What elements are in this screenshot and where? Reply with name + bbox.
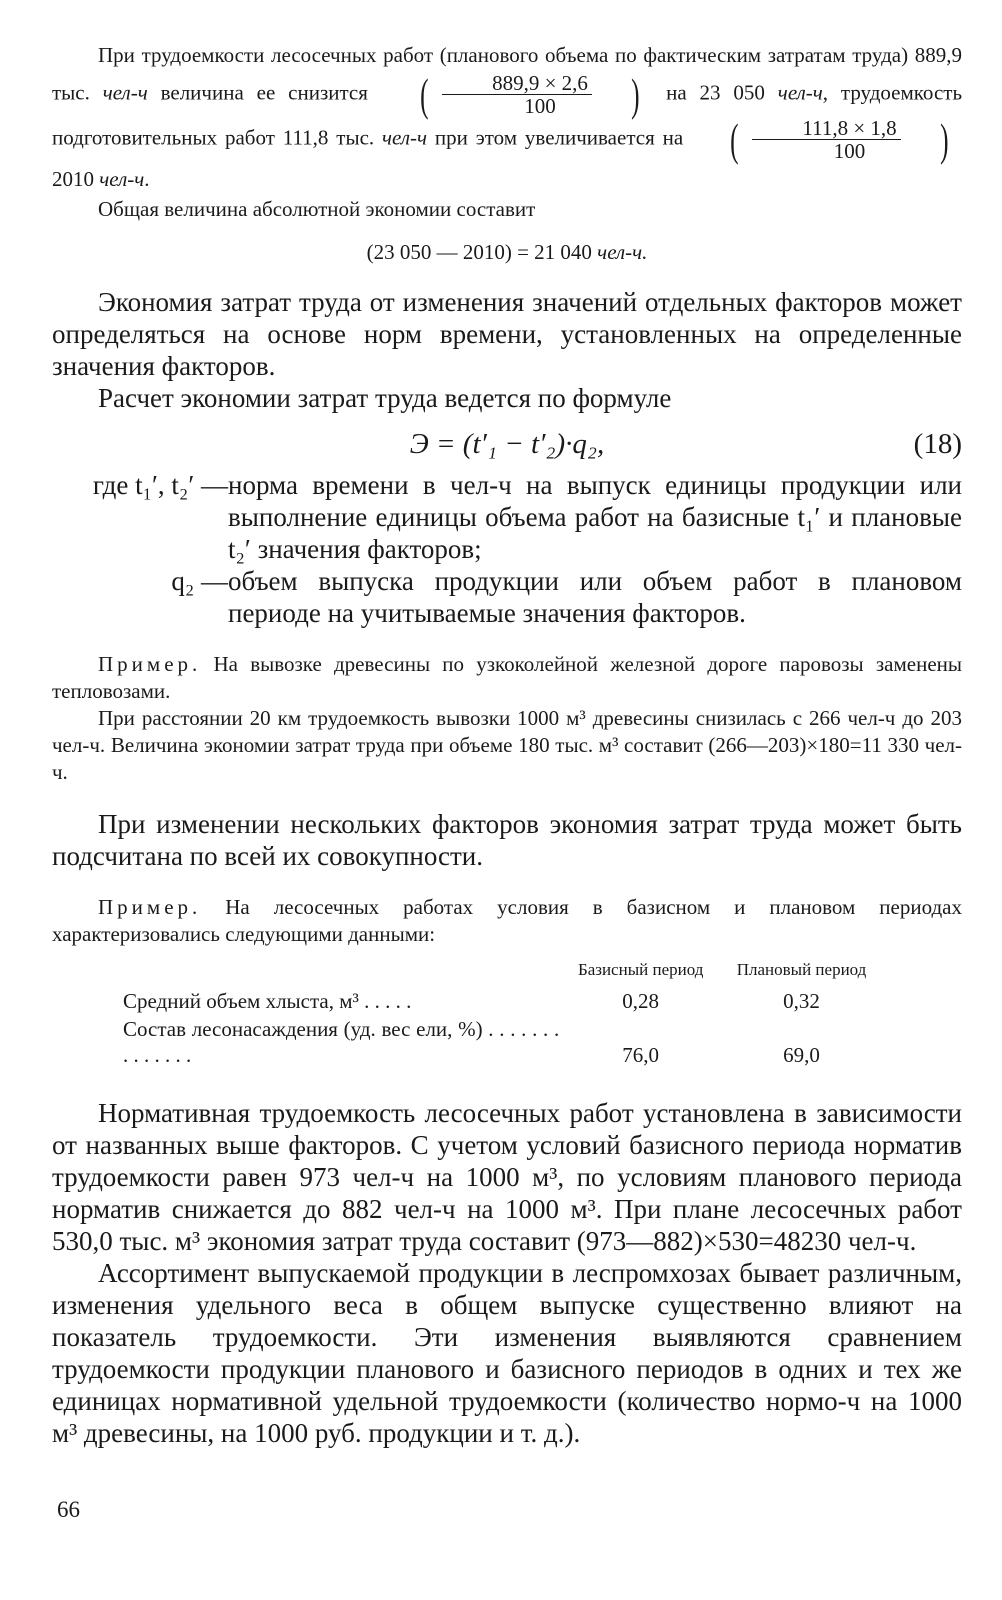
example-2	[52, 894, 962, 948]
unit-label: чел-ч	[102, 80, 148, 105]
definition-term: где t₁′, t₂′ —	[92, 470, 228, 500]
formula-expression: Э = (t′₁ − t′₂)·q₂,	[409, 428, 605, 460]
formula-definitions	[52, 469, 962, 629]
unit-label: чел-ч	[777, 80, 823, 105]
formula-18	[52, 428, 962, 461]
text-run: При трудоемкости лесосечных работ (планового объема по фактическим затратам труда) 889,9 тыс.	[52, 43, 962, 105]
table-cell-label: Состав лесонасаждения (уд. вес ели, %) . . . . . . . . . . . . . .	[123, 1017, 560, 1067]
paragraph-labor-intensity	[52, 38, 962, 196]
fraction-numerator: 889,9 × 2,6	[442, 72, 592, 95]
paragraph-several-factors: При изменении нескольких факторов экономия затрат труда может быть подсчитана по всей их совокупности.	[52, 809, 962, 871]
table-header-empty	[122, 960, 560, 987]
example-1	[52, 651, 962, 705]
text-run: 2010	[52, 167, 100, 191]
example-label: Пример.	[98, 895, 202, 919]
fraction-denominator: 100	[833, 139, 866, 163]
text-run: при этом увеличивается на	[427, 125, 692, 150]
table-cell-label: Средний объем хлыста, м³ . . . . .	[123, 989, 412, 1013]
table-cell-base: 76,0	[622, 1043, 660, 1067]
page-content	[52, 38, 962, 1449]
unit-label: чел-ч.	[597, 240, 648, 264]
definition-term: q₂ —	[171, 566, 228, 596]
table-row	[122, 987, 882, 1015]
page-number: 66	[57, 1497, 80, 1522]
text-run: на 23 050	[653, 80, 778, 105]
unit-label: чел-ч	[99, 167, 145, 191]
fraction-denominator: 100	[524, 94, 556, 118]
paragraph-normative: Нормативная трудоемкость лесосечных работ установлена в зависимости от названных выше факторов. С учетом условий базисного периода норматив трудоемкости равен 973 чел-ч на 1000 м³, по условиям планового периода норматив снижается до 882 чел-ч на 1000 м³. При плане лесосечных работ 530,0 тыс. м³ экономия затрат труда составит (973—882)×530=48230 чел-ч.	[52, 1098, 962, 1256]
paragraph-economy-factors: Экономия затрат труда от изменения значений отдельных факторов может определяться на основе норм времени, установленных на определенные значения факторов.	[52, 287, 962, 381]
text-run: На вывозке древесины по узкоколейной железной дороге паровозы заменены тепловозами.	[52, 652, 962, 703]
table-cell-plan: 69,0	[783, 1043, 820, 1067]
text-run: величина ее снизится	[147, 80, 381, 105]
equation-number: (18)	[913, 428, 962, 460]
text-run: , трудоемкость подготовительных работ 111,8 тыс.	[52, 80, 963, 150]
calc-expression: (23 050 — 2010) = 21 040	[366, 240, 598, 264]
definition-description: объем выпуска продукции или объем работ в плановом периоде на учитываемые значения факторов.	[228, 566, 962, 628]
text-run: На лесосечных работах условия в базисном и плановом периодах характеризовались следующими данными:	[52, 895, 962, 946]
table-row	[122, 1015, 882, 1069]
fraction-2: ( $\frac{111,8 \times 1,8}{100}$ )	[730, 113, 949, 165]
fraction-1: ( $\frac{889,9 \times 2,6}{100}$ )	[419, 68, 640, 120]
conditions-table	[122, 960, 882, 1069]
fraction-numerator: 111,8 × 1,8	[752, 117, 900, 140]
paragraph-total-economy: Общая величина абсолютной экономии составит	[98, 197, 536, 221]
table-cell-plan: 0,32	[783, 989, 820, 1013]
paragraph-assortment: Ассортимент выпускаемой продукции в леспромхозах бывает различным, изменения удельного веса в общем выпуске существенно влияют на показатель трудоемкости. Эти изменения выявляются сравнением трудоемкости продукции планового и базисного периодов в одних и тех же единицах нормативной удельной трудоемкости (количество нормо-ч на 1000 м³ древесины, на 1000 руб. продукции и т. д.).	[52, 1258, 962, 1448]
table-cell-base: 0,28	[622, 989, 660, 1013]
paragraph-formula-intro: Расчет экономии затрат труда ведется по формуле	[98, 383, 672, 413]
example-1-calculation: При расстоянии 20 км трудоемкость вывозки 1000 м³ древесины снизилась с 266 чел-ч до 203 чел-ч. Величина экономии затрат труда при объеме 180 тыс. м³ составит (266—203)×180=11 330 чел-ч.	[52, 706, 962, 784]
text-run: .	[144, 167, 150, 191]
unit-label: чел-ч	[382, 125, 428, 150]
definition-description: норма времени в чел-ч на выпуск единицы продукции или выполнение единицы объема работ на базисные t₁′ и плановые t₂′ значения факторов;	[228, 470, 962, 564]
table-header-plan: Плановый период	[736, 960, 867, 979]
table-header-base: Базисный период	[577, 960, 704, 979]
table-header-row	[122, 960, 882, 987]
example-label: Пример.	[98, 652, 202, 676]
calculation-line	[52, 239, 962, 266]
